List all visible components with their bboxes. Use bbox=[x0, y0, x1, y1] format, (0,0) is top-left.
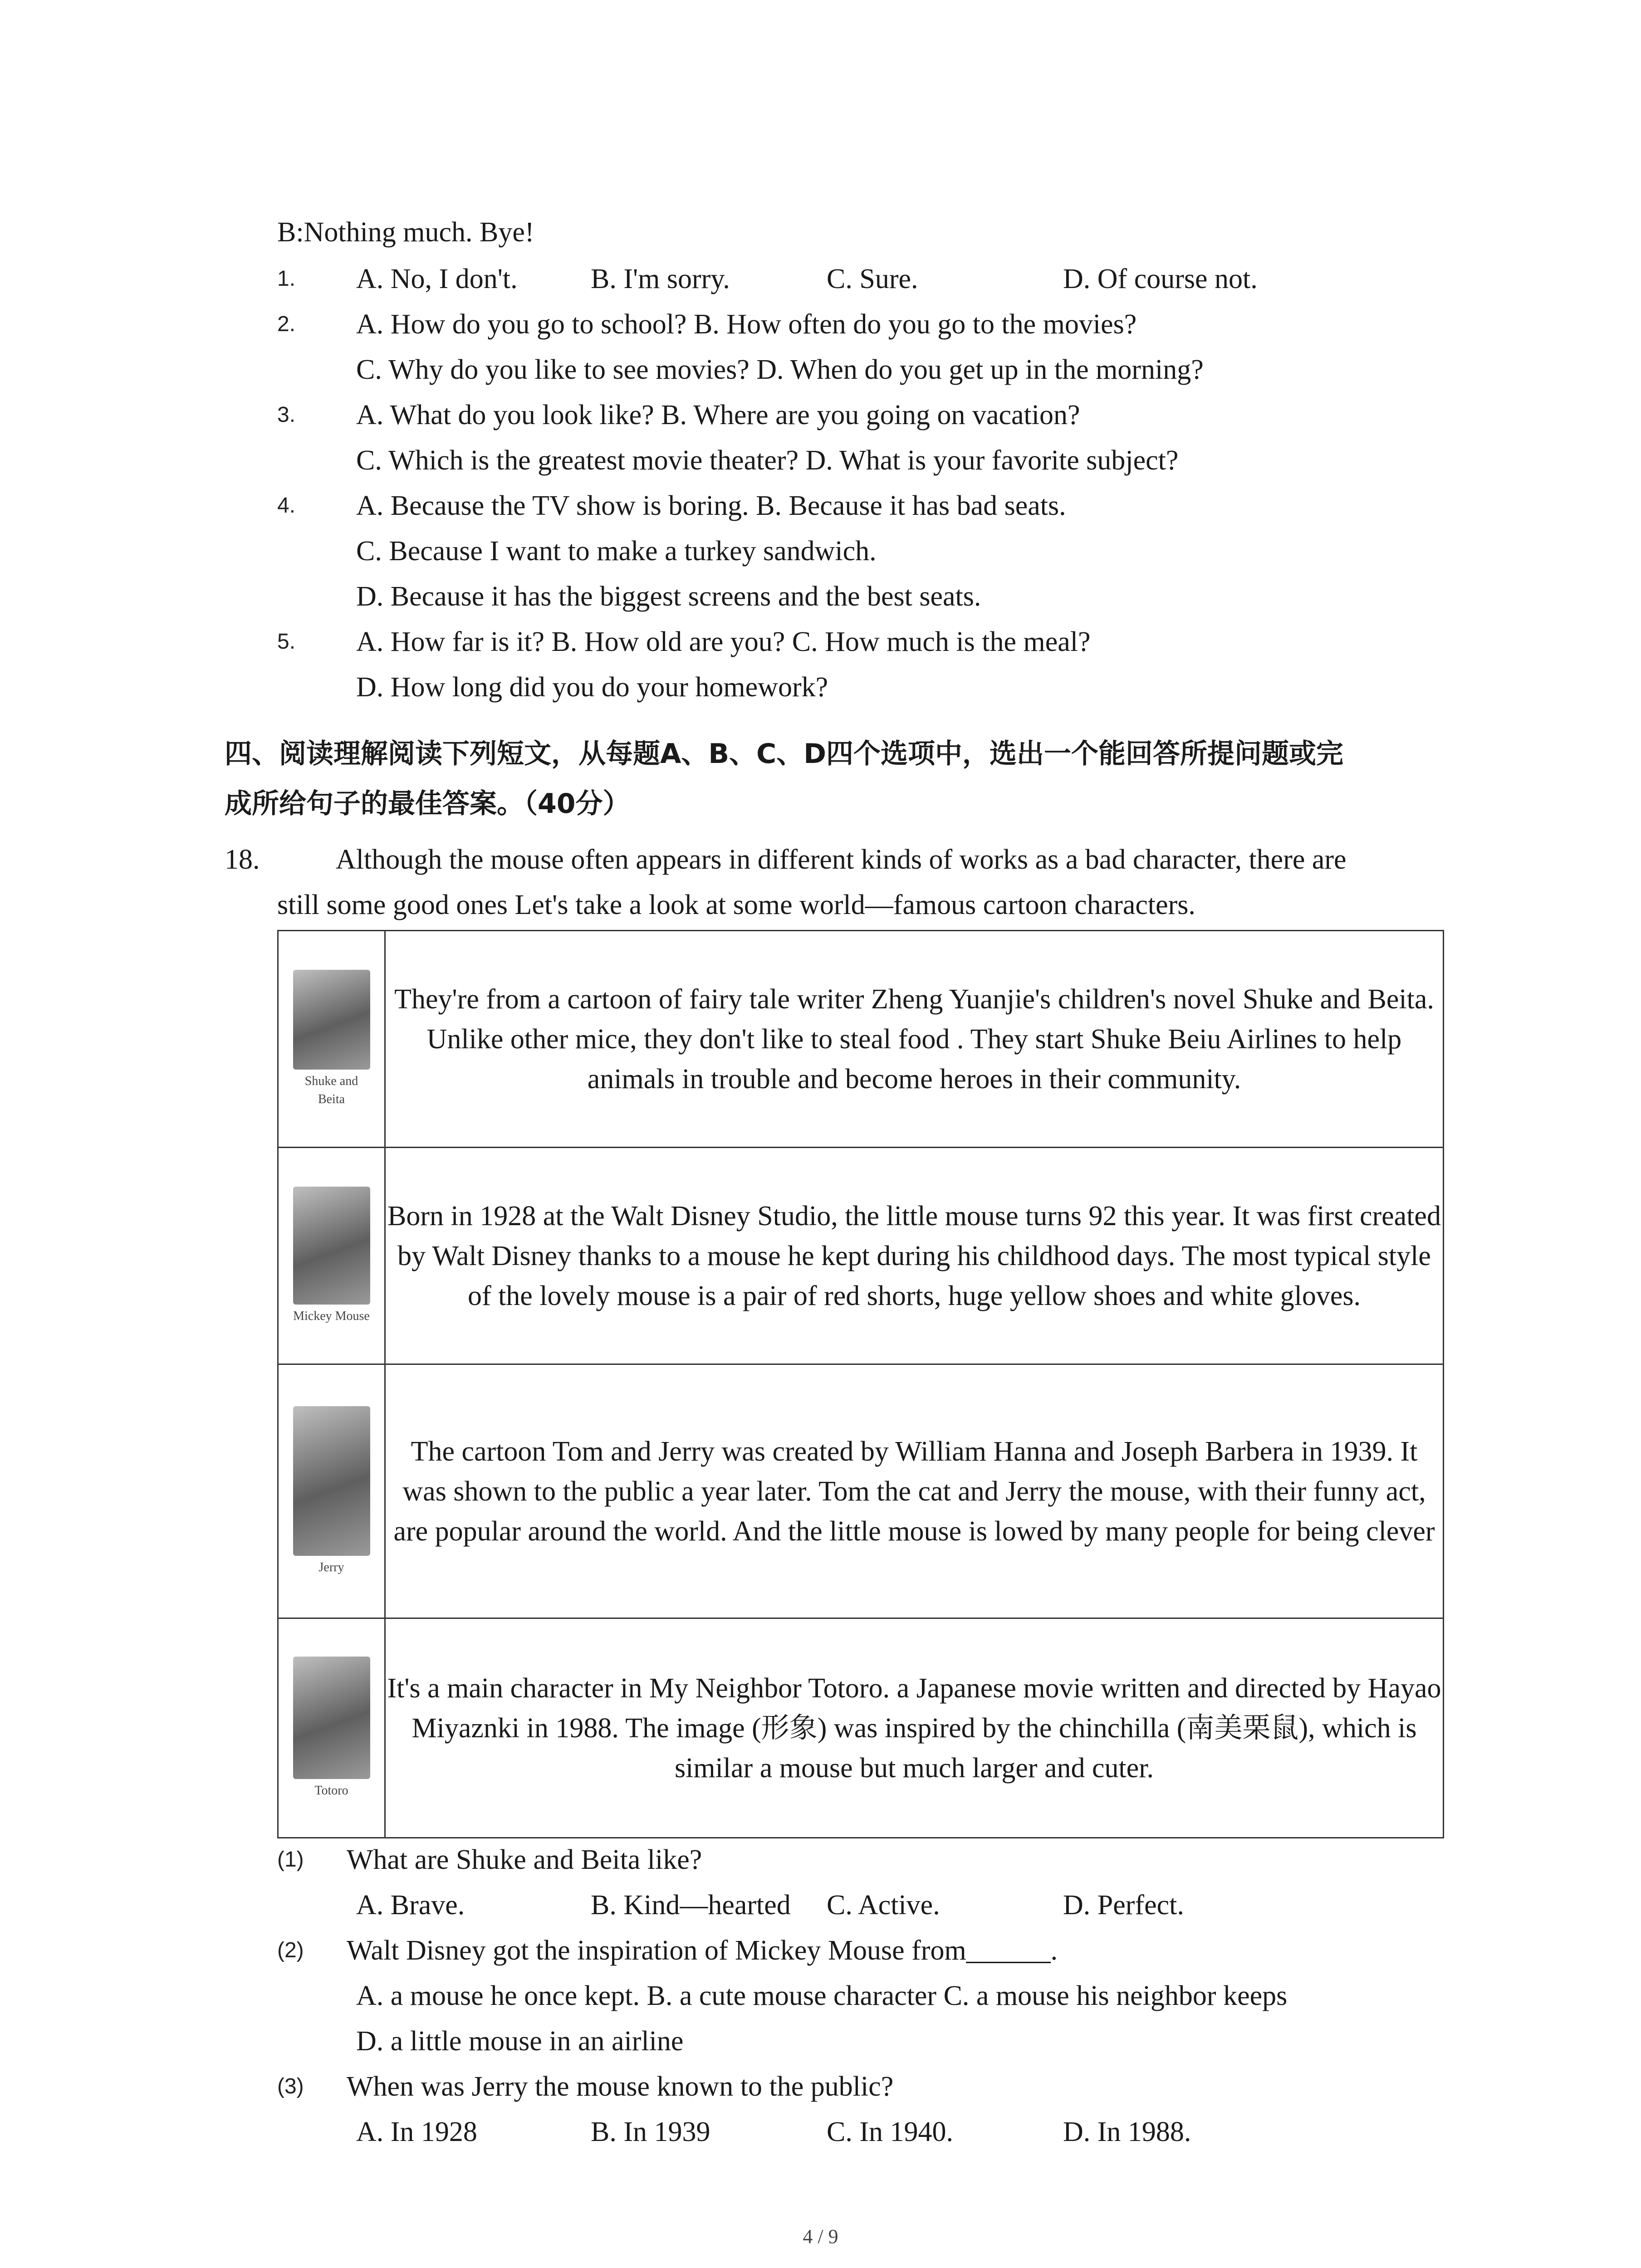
mickey-mouse-image bbox=[293, 1187, 370, 1325]
character-description: Born in 1928 at the Walt Disney Studio, the little mouse turns 92 this year. It was first created by Walt Disney thanks to a mouse he kept during his childhood days. The most typical style of the lovely mouse is a pair of red shorts, huge yellow shoes and white gloves. bbox=[385, 1148, 1444, 1364]
option-line: A. Because the TV show is boring. B. Because it has bad seats. bbox=[356, 490, 1066, 521]
option-line: A. How far is it? B. How old are you? C. How much is the meal? bbox=[356, 626, 1091, 657]
totoro-image bbox=[293, 1657, 370, 1800]
subquestion-number: (2) bbox=[277, 1938, 304, 1962]
passage-intro-line1: Although the mouse often appears in different kinds of works as a bad character, there are bbox=[336, 844, 1347, 875]
image-caption: Shuke and Beita bbox=[304, 1074, 358, 1106]
image-caption: Mickey Mouse bbox=[293, 1309, 370, 1323]
option-line: A. a mouse he once kept. B. a cute mouse character C. a mouse his neighbor keeps bbox=[356, 1980, 1288, 2011]
option-line: C. Why do you like to see movies? D. When do you get up in the morning? bbox=[356, 354, 1204, 385]
table-row bbox=[278, 1618, 1444, 1838]
dialogue-line-b: B:Nothing much. Bye! bbox=[277, 217, 534, 248]
table-row bbox=[278, 1364, 1444, 1618]
character-table bbox=[277, 930, 1444, 1838]
option-line: C. Which is the greatest movie theater? D. What is your favorite subject? bbox=[356, 445, 1179, 476]
table-row bbox=[278, 1148, 1444, 1364]
table-row bbox=[278, 931, 1444, 1148]
option-line: A. How do you go to school? B. How often do you go to the movies? bbox=[356, 309, 1137, 340]
option-line: C. Because I want to make a turkey sandwich. bbox=[356, 536, 877, 567]
question-number: 5. bbox=[277, 630, 296, 654]
character-description: The cartoon Tom and Jerry was created by William Hanna and Joseph Barbera in 1939. It was shown to the public a year later. Tom the cat and Jerry the mouse, with their funny act, are popular around the world. And the little mouse is lowed by many people for being clever bbox=[385, 1364, 1444, 1618]
subquestion-stem: Walt Disney got the inspiration of Mickey Mouse from______. bbox=[347, 1935, 1058, 1966]
option-c: C. Active. bbox=[827, 1890, 940, 1921]
option-b: B. I'm sorry. bbox=[591, 264, 730, 294]
image-cell bbox=[278, 1618, 385, 1838]
jerry-image bbox=[293, 1406, 370, 1577]
image-caption: Totoro bbox=[314, 1783, 348, 1798]
option-a: A. In 1928 bbox=[356, 2116, 477, 2147]
image-cell bbox=[278, 1364, 385, 1618]
section-heading-line2: 成所给句子的最佳答案。（40分） bbox=[225, 788, 630, 820]
option-a: A. Brave. bbox=[356, 1890, 465, 1921]
image-cell bbox=[278, 1148, 385, 1364]
image-cell bbox=[278, 931, 385, 1148]
option-d: D. In 1988. bbox=[1063, 2116, 1191, 2147]
option-line: D. How long did you do your homework? bbox=[356, 672, 828, 703]
passage-number: 18. bbox=[225, 844, 260, 875]
option-a: A. No, I don't. bbox=[356, 264, 518, 294]
question-number: 4. bbox=[277, 494, 296, 518]
character-description: It's a main character in My Neighbor Totoro. a Japanese movie written and directed by Hayao Miyaznki in 1988. The image (形象) was inspired by the chinchilla (南美栗鼠), which is similar a mouse but much larger and cuter. bbox=[385, 1618, 1444, 1838]
question-number: 1. bbox=[277, 267, 296, 291]
option-d: D. Perfect. bbox=[1063, 1890, 1184, 1921]
option-line: D. Because it has the biggest screens and the best seats. bbox=[356, 581, 981, 612]
option-c: C. In 1940. bbox=[827, 2116, 953, 2147]
subquestion-number: (3) bbox=[277, 2074, 304, 2098]
page-number: 4 / 9 bbox=[803, 2225, 838, 2248]
section-heading-line1: 四、阅读理解阅读下列短文，从每题A、B、C、D四个选项中，选出一个能回答所提问题或完 bbox=[225, 738, 1344, 770]
image-caption: Jerry bbox=[318, 1560, 344, 1574]
option-d: D. Of course not. bbox=[1063, 264, 1258, 294]
option-b: B. Kind—hearted bbox=[591, 1890, 791, 1921]
character-description: They're from a cartoon of fairy tale writer Zheng Yuanjie's children's novel Shuke and Beita. Unlike other mice, they don't like to steal food . They start Shuke Beiu Airlines to help animals in trouble and become heroes in their community. bbox=[385, 931, 1444, 1148]
question-number: 2. bbox=[277, 312, 296, 336]
subquestion-number: (1) bbox=[277, 1848, 304, 1872]
option-c: C. Sure. bbox=[827, 264, 918, 294]
shuke-beita-image bbox=[293, 970, 370, 1109]
passage-intro-line2: still some good ones Let's take a look at some world—famous cartoon characters. bbox=[277, 890, 1195, 920]
question-number: 3. bbox=[277, 403, 296, 427]
subquestion-stem: When was Jerry the mouse known to the public? bbox=[347, 2071, 894, 2102]
option-line: D. a little mouse in an airline bbox=[356, 2026, 684, 2057]
subquestion-stem: What are Shuke and Beita like? bbox=[347, 1844, 702, 1875]
option-b: B. In 1939 bbox=[591, 2116, 710, 2147]
option-line: A. What do you look like? B. Where are you going on vacation? bbox=[356, 400, 1080, 430]
